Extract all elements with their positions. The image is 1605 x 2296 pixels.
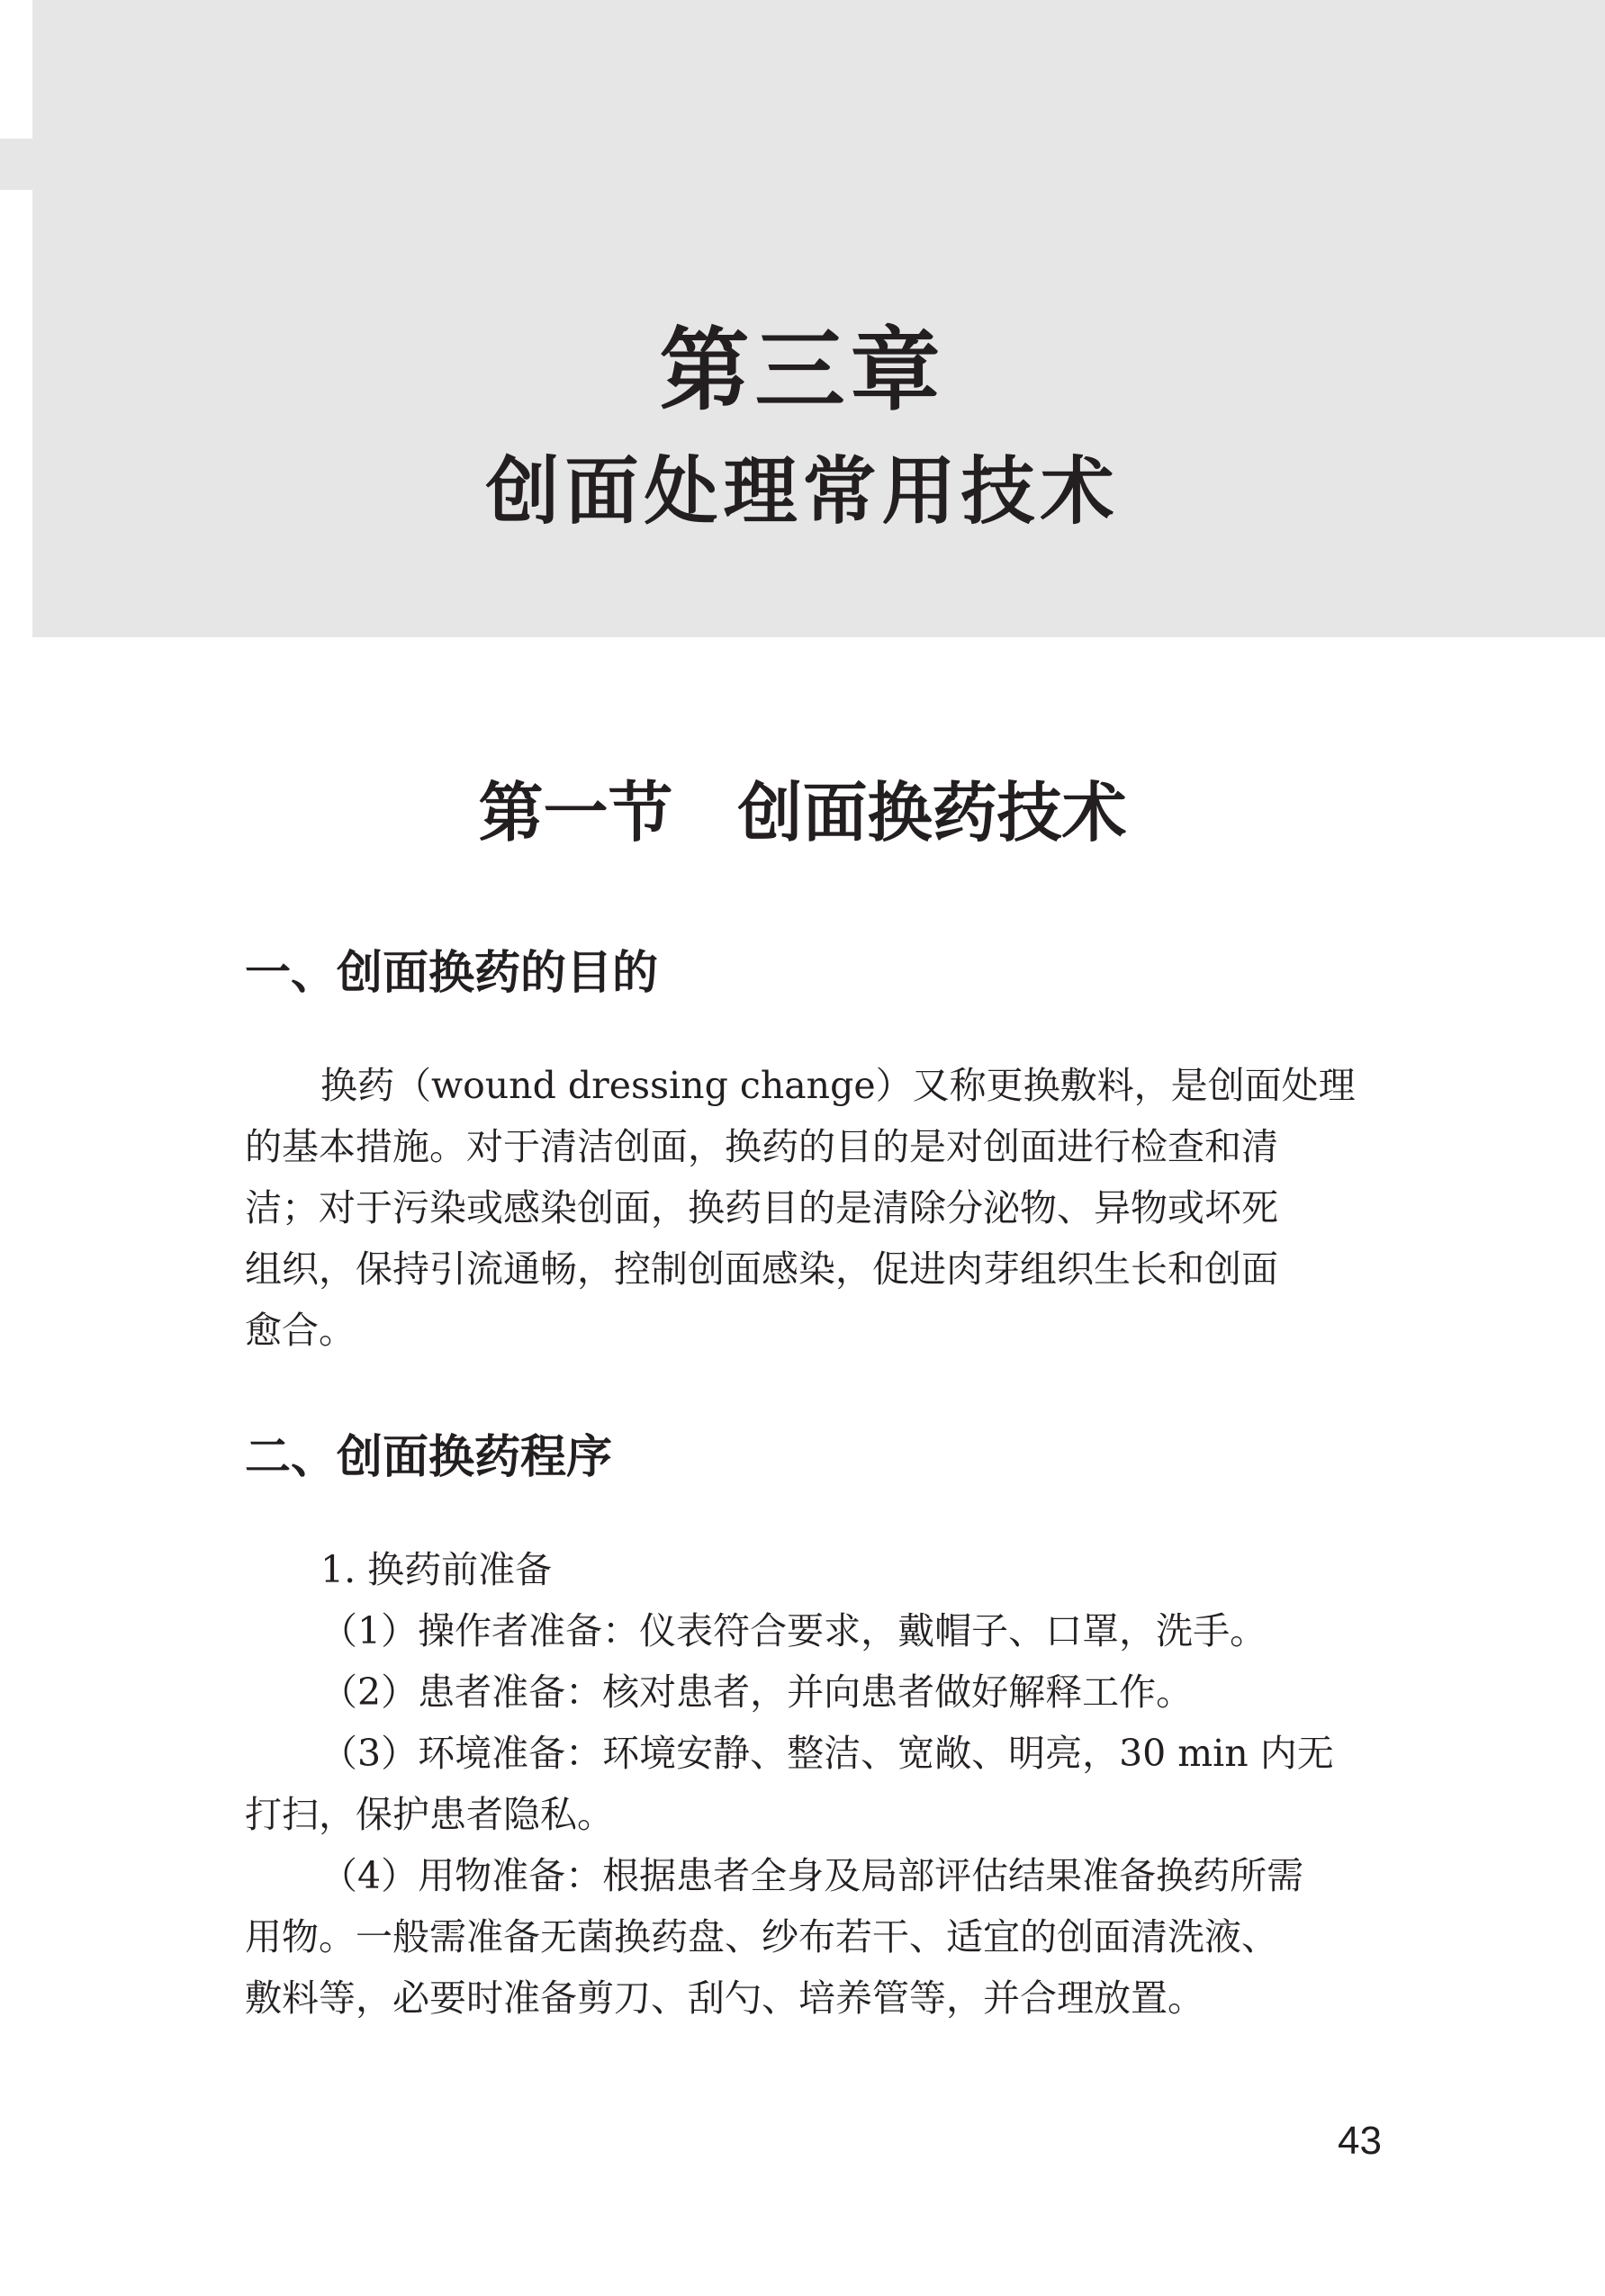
list-item: （1）操作者准备：仪表符合要求，戴帽子、口罩，洗手。 <box>320 1609 1267 1652</box>
list-item-continuation: 打扫，保护患者隐私。 <box>245 1793 614 1836</box>
section-title: 第一节 创面换药技术 <box>478 774 1127 851</box>
paragraph-line: 愈合。 <box>245 1309 356 1352</box>
heading-procedure: 二、创面换药程序 <box>245 1431 613 1484</box>
paragraph-line: 洁；对于污染或感染创面，换药目的是清除分泌物、异物或坏死 <box>245 1186 1278 1229</box>
paragraph-line: 组织，保持引流通畅，控制创面感染，促进肉芽组织生长和创面 <box>245 1247 1278 1291</box>
procedure-list <box>245 1539 1379 2029</box>
list-item-continuation: 用物。一般需准备无菌换药盘、纱布若干、适宜的创面清洗液、 <box>245 1915 1278 1958</box>
paragraph-purpose <box>245 1055 1379 1361</box>
chapter-number: 第三章 <box>659 318 946 423</box>
paragraph-line: 换药（wound dressing change）又称更换敷料，是创面处理 <box>320 1064 1356 1107</box>
list-item-continuation: 敷料等，必要时准备剪刀、刮勺、培养管等，并合理放置。 <box>245 1976 1204 2020</box>
page-number: 43 <box>1338 2119 1382 2163</box>
edge-tab <box>0 139 32 190</box>
list-item: （2）患者准备：核对患者，并向患者做好解释工作。 <box>320 1670 1194 1714</box>
chapter-title: 创面处理常用技术 <box>485 448 1120 535</box>
paragraph-line: 的基本措施。对于清洁创面，换药的目的是对创面进行检查和清 <box>245 1125 1278 1168</box>
list-item: （3）环境准备：环境安静、整洁、宽敞、明亮，30 min 内无 <box>320 1732 1334 1775</box>
heading-purpose: 一、创面换药的目的 <box>245 947 659 1000</box>
subheading-preparation: 1. 换药前准备 <box>320 1548 553 1591</box>
list-item: （4）用物准备：根据患者全身及局部评估结果准备换药所需 <box>320 1854 1304 1897</box>
